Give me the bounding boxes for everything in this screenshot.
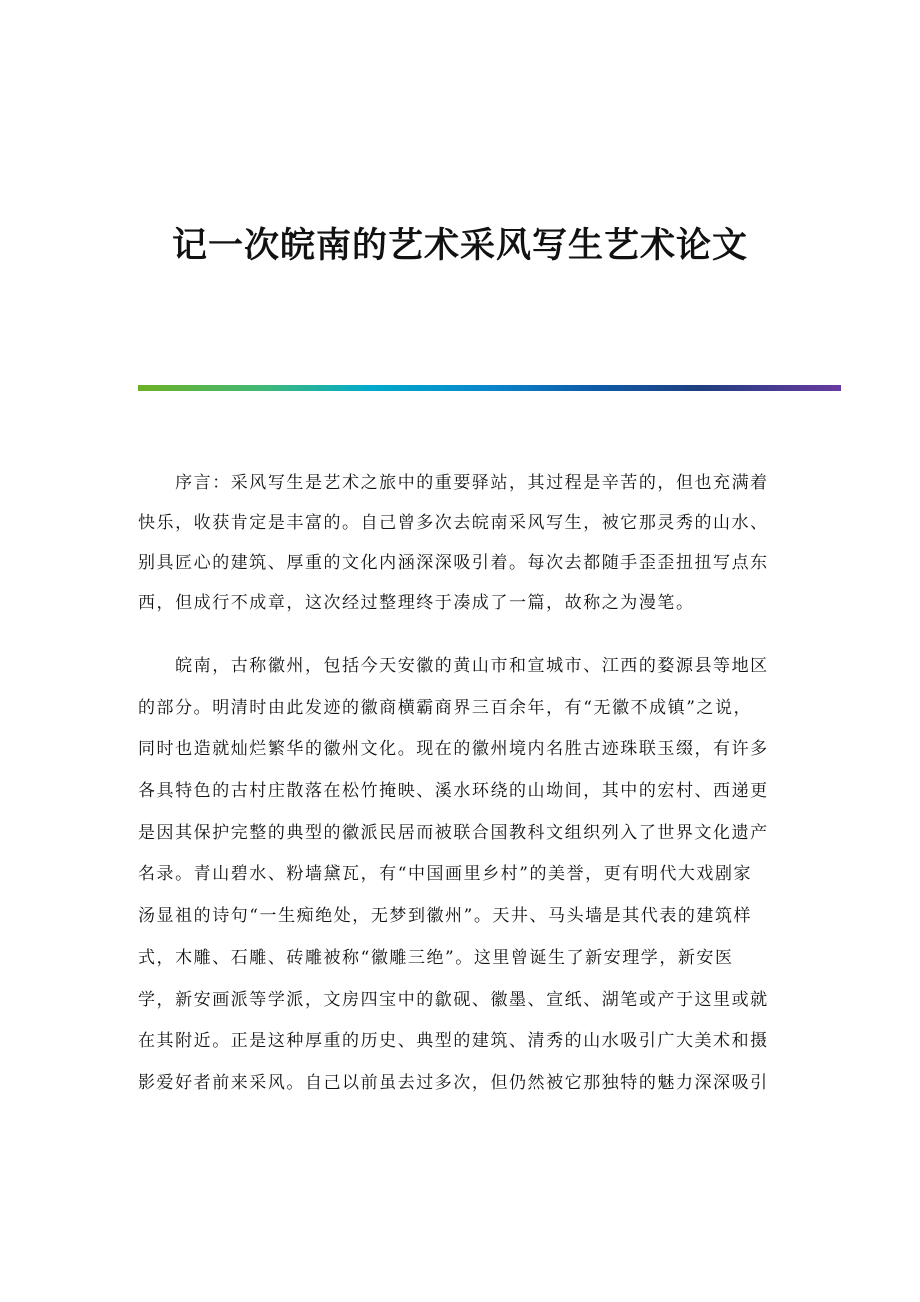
text-line: 同时也造就灿烂繁华的徽州文化。现在的徽州境内名胜古迹珠联玉缀，有许多 [138,739,769,760]
document-body [138,470,778,1135]
text-line: 快乐，收获肯定是丰富的。自己曾多次去皖南采风写生，被它那灵秀的山水、 [138,513,769,533]
text-line: 各具特色的古村庄散落在松竹掩映、溪水环绕的山坳间，其中的宏村、西递更 [138,781,769,802]
text-line: 的部分。明清时由此发迹的徽商横霸商界三百余年，有“无徽不成镇”之说， [138,697,753,718]
text-line: 式，木雕、石雕、砖雕被称“徽雕三绝”。这里曾诞生了新安理学，新安医 [138,947,734,968]
gradient-divider [138,385,841,391]
text-line: 序言：采风写生是艺术之旅中的重要驿站，其过程是辛苦的，但也充满着 [138,473,769,493]
text-line: 学，新安画派等学派，文房四宝中的歙砚、徽墨、宣纸、湖笔或产于这里或就 [138,989,769,1010]
text-line: 在其附近。正是这种厚重的历史、典型的建筑、清秀的山水吸引广大美术和摄 [138,1031,769,1052]
text-line: 皖南，古称徽州，包括今天安徽的黄山市和宣城市、江西的婺源县等地区 [138,656,769,676]
text-line: 别具匠心的建筑、厚重的文化内涵深深吸引着。每次去都随手歪歪扭扭写点东 [138,553,769,573]
text-line: 西，但成行不成章，这次经过整理终于凑成了一篇，故称之为漫笔。 [138,593,695,613]
text-line: 汤显祖的诗句“一生痴绝处，无梦到徽州”。天井、马头墙是其代表的建筑样 [138,906,753,927]
text-line: 影爱好者前来采风。自己以前虽去过多次，但仍然被它那独特的魅力深深吸引 [138,1072,769,1093]
document-title: 记一次皖南的艺术采风写生艺术论文 [171,225,748,266]
text-line: 是因其保护完整的典型的徽派民居而被联合国教科文组织列入了世界文化遗产 [138,822,769,843]
paragraph-wannan [138,653,778,1112]
paragraph-preface [138,470,778,630]
text-line: 名录。青山碧水、粉墙黛瓦，有“中国画里乡村”的美誉，更有明代大戏剧家 [138,864,753,885]
